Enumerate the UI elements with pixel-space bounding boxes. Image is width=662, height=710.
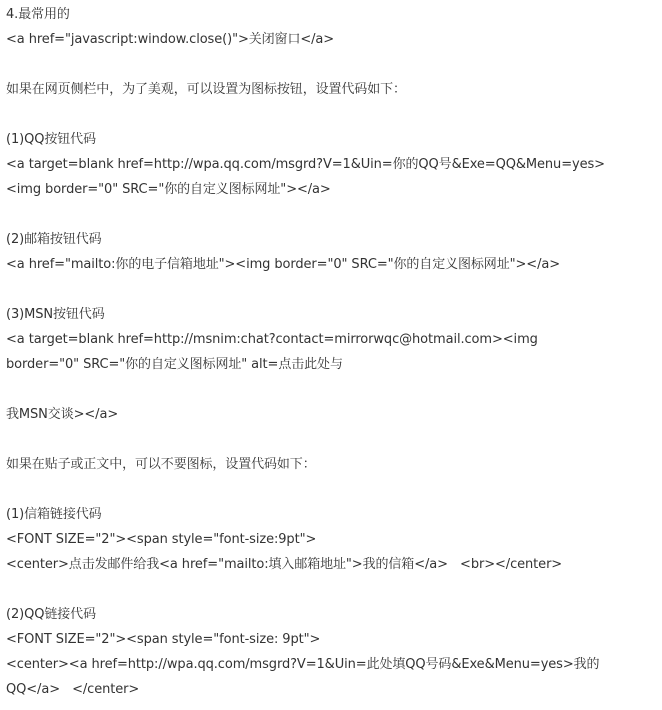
code-line: <center>点击发邮件给我<a href="mailto:填入邮箱地址">我的信箱</a> <br></center> — [6, 557, 563, 572]
subsection-heading: (1)QQ按钮代码 — [6, 132, 96, 147]
subsection-heading: (2)邮箱按钮代码 — [6, 232, 102, 247]
code-line: <FONT SIZE="2"><span style="font-size: 9pt"> — [6, 632, 321, 647]
subsection-heading: (2)QQ链接代码 — [6, 607, 96, 622]
code-line: <center><a href=http://wpa.qq.com/msgrd?V=1&Uin=此处填QQ号码&Exe&Menu=yes>我的 — [6, 657, 600, 672]
code-line: <FONT SIZE="2"><span style="font-size:9pt"> — [6, 532, 317, 547]
subsection-heading: (1)信箱链接代码 — [6, 507, 102, 522]
code-line: <a target=blank href=http://msnim:chat?contact=mirrorwqc@hotmail.com><img — [6, 332, 538, 347]
code-line: <img border="0" SRC="你的自定义图标网址"></a> — [6, 182, 331, 197]
subsection-heading: (3)MSN按钮代码 — [6, 307, 105, 322]
section-heading: 4.最常用的 — [6, 7, 70, 22]
code-line: border="0" SRC="你的自定义图标网址" alt=点击此处与 — [6, 357, 343, 372]
code-line: <a href="javascript:window.close()">关闭窗口</a> — [6, 32, 335, 47]
paragraph: 如果在网页侧栏中，为了美观，可以设置为图标按钮，设置代码如下： — [6, 82, 406, 97]
code-line: <a href="mailto:你的电子信箱地址"><img border="0" SRC="你的自定义图标网址"></a> — [6, 257, 561, 272]
code-line: 我MSN交谈></a> — [6, 407, 119, 422]
code-line: <a target=blank href=http://wpa.qq.com/msgrd?V=1&Uin=你的QQ号&Exe=QQ&Menu=yes> — [6, 157, 605, 172]
code-line: QQ</a> </center> — [6, 682, 140, 697]
paragraph: 如果在贴子或正文中，可以不要图标，设置代码如下： — [6, 457, 316, 472]
